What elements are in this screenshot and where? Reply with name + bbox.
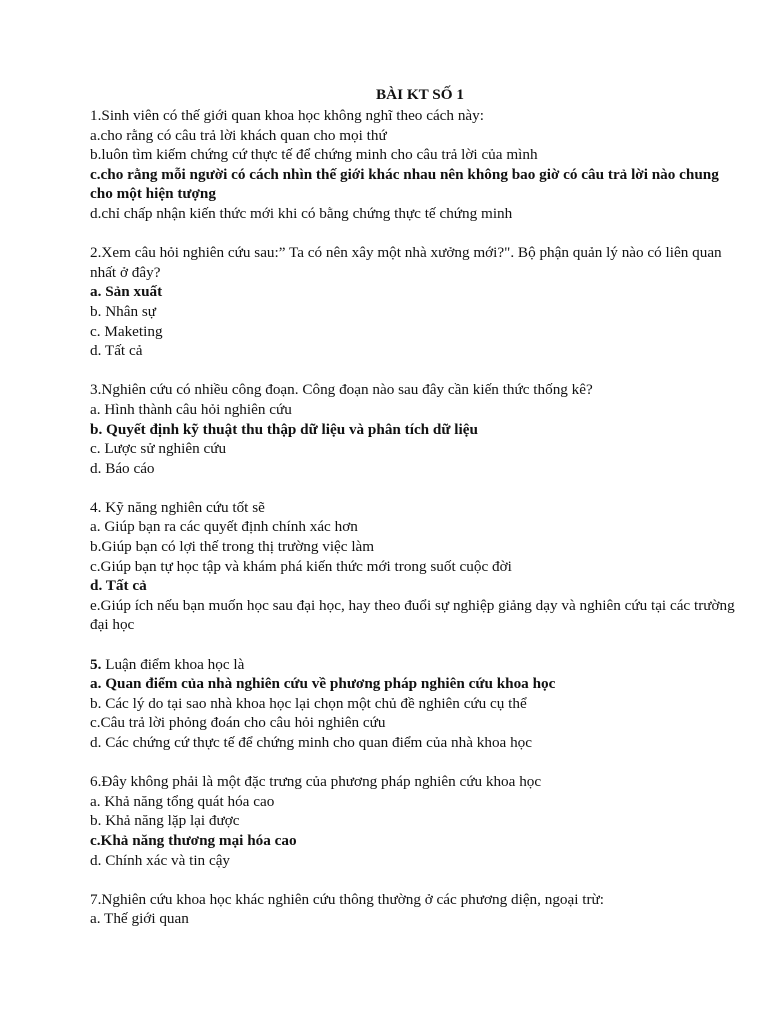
answer-option-c: c.cho rằng mỗi người có cách nhìn thế giới khác nhau nên không bao giờ có câu trả lời nào chung cho một hiện tượng: [90, 165, 723, 203]
question-text: [90, 655, 740, 675]
question-text: 2.Xem câu hỏi nghiên cứu sau:” Ta có nên xây một nhà xưởng mới?". Bộ phận quản lý nào có liên quan nhất ở đây?: [90, 244, 726, 281]
spacer: [90, 635, 740, 655]
spacer: [90, 753, 740, 773]
question-1: [90, 106, 740, 224]
answer-option-b: b. Nhân sự: [90, 302, 157, 320]
spacer: [90, 224, 740, 244]
question-6: [90, 772, 740, 870]
answer-option-d: d. Tất cả: [90, 342, 143, 360]
answer-option-e: e.Giúp ích nếu bạn muốn học sau đại học, hay theo đuổi sự nghiệp giảng dạy và nghiên cứu tại các trường đại học: [90, 596, 739, 634]
question-text: 4. Kỹ năng nghiên cứu tốt sẽ: [90, 498, 265, 516]
spacer: [90, 870, 740, 890]
document-page: [90, 84, 740, 929]
spacer: [90, 478, 740, 498]
question-3: [90, 380, 740, 478]
question-7: [90, 890, 740, 929]
answer-option-a: a. Sản xuất: [90, 283, 163, 301]
answer-option-a: a. Giúp bạn ra các quyết định chính xác hơn: [90, 518, 358, 536]
spacer: [90, 361, 740, 381]
answer-option-d: d. Các chứng cứ thực tế để chứng minh cho quan điểm của nhà khoa học: [90, 734, 533, 751]
answer-option-b: b.luôn tìm kiếm chứng cứ thực tế để chứng minh cho câu trả lời của mình: [90, 146, 538, 164]
question-number: 5.: [90, 655, 102, 673]
answer-option-c: c.Câu trả lời phỏng đoán cho câu hỏi nghiên cứu: [90, 714, 386, 732]
answer-option-a: a.cho rằng có câu trả lời khách quan cho mọi thứ: [90, 126, 387, 144]
answer-option-c: c.Khả năng thương mại hóa cao: [90, 831, 297, 849]
question-2: [90, 243, 740, 361]
answer-option-c: c. Maketing: [90, 322, 163, 340]
answer-option-b: b.Giúp bạn có lợi thế trong thị trường việc làm: [90, 538, 375, 556]
answer-option-d: d.chỉ chấp nhận kiến thức mới khi có bằng chứng thực tế chứng minh: [90, 204, 513, 222]
question-5: [90, 655, 740, 753]
answer-option-a: a. Thế giới quan: [90, 910, 189, 928]
answer-option-c: c. Lược sử nghiên cứu: [90, 440, 227, 458]
answer-option-c: c.Giúp bạn tự học tập và khám phá kiến thức mới trong suốt cuộc đời: [90, 557, 512, 575]
answer-option-b: b. Quyết định kỹ thuật thu thập dữ liệu và phân tích dữ liệu: [90, 420, 478, 438]
answer-option-a: a. Quan điểm của nhà nghiên cứu về phương pháp nghiên cứu khoa học: [90, 675, 556, 693]
answer-option-d: d. Tất cả: [90, 577, 147, 595]
question-body: Luận điểm khoa học là: [101, 655, 245, 673]
document-title: BÀI KT SỐ 1: [376, 86, 464, 103]
answer-option-b: b. Khả năng lặp lại được: [90, 812, 240, 830]
question-4: [90, 498, 740, 635]
answer-option-b: b. Các lý do tại sao nhà khoa học lại chọn một chủ đề nghiên cứu cụ thể: [90, 694, 527, 712]
answer-option-a: a. Hình thành câu hỏi nghiên cứu: [90, 400, 292, 418]
question-text: 6.Đây không phải là một đặc trưng của phương pháp nghiên cứu khoa học: [90, 773, 542, 791]
answer-option-a: a. Khả năng tổng quát hóa cao: [90, 792, 275, 810]
answer-option-d: d. Báo cáo: [90, 459, 155, 477]
answer-option-d: d. Chính xác và tin cậy: [90, 851, 231, 869]
question-text: 1.Sinh viên có thế giới quan khoa học không nghĩ theo cách này:: [90, 107, 484, 124]
question-text: 3.Nghiên cứu có nhiều công đoạn. Công đoạn nào sau đây cần kiến thức thống kê?: [90, 381, 593, 399]
question-text: 7.Nghiên cứu khoa học khác nghiên cứu thông thường ở các phương diện, ngoại trừ:: [90, 890, 605, 908]
